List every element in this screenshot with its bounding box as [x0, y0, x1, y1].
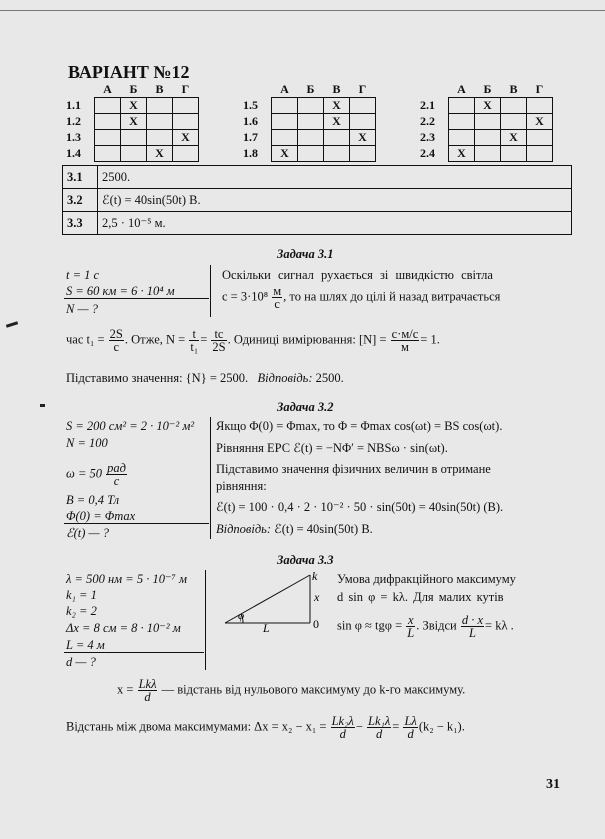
task31-line4: Підставимо значення: {N} = 2500. Відповідь: 2500. — [66, 371, 344, 385]
answer-row-label: 1.3 — [66, 130, 81, 144]
answer-row — [420, 146, 553, 162]
answer-cell — [475, 130, 501, 146]
answer-cell — [95, 130, 121, 146]
answer-row-label: 1.4 — [66, 146, 81, 160]
answer-row — [243, 130, 376, 146]
task32-answer-label: Відповідь: — [216, 522, 272, 536]
answer-cell — [501, 114, 527, 130]
answer-row-label: 2.1 — [420, 98, 435, 112]
answer-column-header: Б — [306, 82, 315, 96]
task32-answer: ℰ(t) = 40sin(50t) B. — [274, 522, 373, 536]
answer-grid-corner — [243, 82, 272, 98]
task33-distance-formula: Відстань між двома максимумами: Δx = x₂ − x₁ = $\frac{\text{Lk₂λ}}{d}$ − $\frac{\text{Lk₁λ}}{d}$ = $\frac{L\lambda}{d}$ (k₂ − k₁). — [66, 714, 465, 741]
answer-cell: Х — [449, 146, 475, 162]
task32-line2: Рівняння ЕРС ℰ(t) = −NΦ′ = NBSω · sin(ωt). — [216, 441, 448, 455]
answer-cell — [449, 114, 475, 130]
result-value: 2,5 · 10⁻⁵ м. — [98, 212, 572, 235]
answer-cell: Х — [350, 130, 376, 146]
answer-row-label: 1.6 — [243, 114, 258, 128]
task32-line1: Якщо Φ(0) = Φmax, то Φ = Φmax cos(ωt) = BS cos(ωt). — [216, 419, 503, 433]
answer-cell — [147, 98, 173, 114]
answer-cell — [527, 146, 553, 162]
result-label: 3.3 — [63, 212, 98, 235]
answer-cell: Х — [147, 146, 173, 162]
answer-row-label: 1.8 — [243, 146, 258, 160]
task31-given-rule — [64, 298, 209, 299]
answer-cell — [272, 98, 298, 114]
task31-divider — [210, 265, 211, 317]
answer-cell — [449, 130, 475, 146]
answer-cell: Х — [173, 130, 199, 146]
answer-cell — [350, 98, 376, 114]
answer-row — [420, 130, 553, 146]
answer-cell — [298, 130, 324, 146]
task32-divider — [210, 417, 211, 539]
answer-cell — [298, 146, 324, 162]
answer-row — [243, 146, 376, 162]
task33-given-1: λ = 500 нм = 5 · 10⁻⁷ м — [66, 572, 188, 586]
answer-cell — [527, 98, 553, 114]
answer-grid-3 — [420, 82, 553, 162]
answer-cell — [527, 130, 553, 146]
answer-row-label: 1.2 — [66, 114, 81, 128]
result-value: 2500. — [98, 166, 572, 189]
task31-c-value: c = 3·10⁸ — [222, 289, 269, 304]
answer-cell — [173, 114, 199, 130]
answer-row-label: 2.4 — [420, 146, 435, 160]
task33-line1: Умова дифракційного максимуму — [337, 572, 516, 586]
result-row — [63, 189, 572, 212]
result-label: 3.2 — [63, 189, 98, 212]
diagram-zero-label: 0 — [313, 617, 319, 631]
scan-mark — [6, 321, 18, 328]
answer-row-label: 1.7 — [243, 130, 258, 144]
task32-title: Задача 3.2 — [277, 400, 334, 414]
task32-given-4: B = 0,4 Тл — [66, 493, 120, 507]
answer-row-label: 2.3 — [420, 130, 435, 144]
answer-column-header: Г — [535, 82, 544, 96]
answer-column-header: Г — [181, 82, 190, 96]
answer-cell: Х — [475, 98, 501, 114]
task31-c-unit: $\frac{м}{с}$ — [273, 284, 282, 311]
answer-grid-2 — [243, 82, 376, 162]
answer-cell — [324, 146, 350, 162]
answer-cell — [298, 114, 324, 130]
task31-title: Задача 3.1 — [277, 247, 334, 261]
task32-given-rule — [64, 523, 209, 524]
task33-given-rule — [64, 652, 204, 653]
task32-line4: рівняння: — [216, 479, 267, 493]
task33-given-6: d — ? — [66, 655, 96, 669]
task33-given-5: L = 4 м — [66, 638, 105, 652]
answer-row — [66, 114, 199, 130]
answer-column-header: А — [103, 82, 112, 96]
task32-line3: Підставимо значення фізичних величин в отримане — [216, 462, 491, 476]
result-row — [63, 166, 572, 189]
answer-grid-1 — [66, 82, 199, 162]
task32-given-2: N = 100 — [66, 436, 108, 450]
answer-cell — [147, 130, 173, 146]
answer-row — [66, 130, 199, 146]
answer-row-label: 1.1 — [66, 98, 81, 112]
answer-cell: Х — [324, 114, 350, 130]
top-rule — [0, 10, 605, 11]
answer-row — [66, 98, 199, 114]
answer-column-header: В — [509, 82, 518, 96]
task33-line3: sin φ ≈ tgφ = $\frac{x}{L}$ . Звідси $\frac{d \cdot x}{L}$ = kλ . — [337, 613, 514, 640]
result-row — [63, 212, 572, 235]
result-label: 3.1 — [63, 166, 98, 189]
answer-cell — [449, 98, 475, 114]
answer-column-header: Б — [129, 82, 138, 96]
answer-cell: Х — [501, 130, 527, 146]
answer-column-header: В — [332, 82, 341, 96]
answer-column-header: В — [155, 82, 164, 96]
diagram-phi-label: φ — [238, 610, 245, 622]
task31-line2 — [222, 285, 500, 310]
answer-cell — [121, 130, 147, 146]
answer-cell: Х — [121, 114, 147, 130]
answer-cell — [350, 114, 376, 130]
answer-cell — [272, 130, 298, 146]
answer-cell — [95, 114, 121, 130]
task31-line1: Оскільки сигнал рухається зі швидкістю світла — [222, 268, 493, 282]
answer-cell — [173, 98, 199, 114]
task33-title: Задача 3.3 — [277, 553, 334, 567]
task31-answer-label: Відповідь: — [257, 371, 313, 385]
task33-line2: d sin φ = kλ. Для малих кутів — [337, 590, 504, 604]
task31-answer: 2500. — [315, 371, 344, 385]
answer-cell — [475, 114, 501, 130]
task32-given-3: ω = 50 $\frac{\text{рад}}{с}$ — [66, 461, 126, 488]
answer-row — [243, 114, 376, 130]
task31-given-3: N — ? — [66, 302, 98, 316]
task33-formula: x = $\frac{\text{Lkλ}}{d}$ — відстань від нульового максимуму до k-го максимуму. — [117, 677, 466, 704]
answer-column-header: Г — [358, 82, 367, 96]
task31-given-1: t = 1 с — [66, 268, 100, 282]
diagram-L-label: L — [263, 621, 270, 632]
diagram-x-label: x — [314, 590, 320, 604]
answer-row-label: 2.2 — [420, 114, 435, 128]
answer-row — [243, 98, 376, 114]
task31-line2-text: , то на шлях до цілі й назад витрачається — [283, 289, 501, 304]
variant-title: ВАРІАНТ №12 — [68, 62, 190, 82]
task31-line3: час t₁ = $\frac{2S}{c}$ . Отже, N = $\frac{t}{\text{t₁}}$ = $\frac{tc}{2S}$ . Одиниці вимірювання: [N] = $\frac{с\cdot м/с}{м}$ = 1. — [66, 327, 440, 354]
task32-answer-line — [216, 522, 373, 536]
task31-given-2: S = 60 км = 6 · 10⁴ м — [66, 284, 175, 298]
diagram-k-label: k — [312, 569, 318, 583]
answer-column-header: А — [280, 82, 289, 96]
answer-cell — [501, 146, 527, 162]
answer-row-label: 1.5 — [243, 98, 258, 112]
results-table — [62, 165, 572, 235]
task33-given-2: k₁ = 1 — [66, 588, 97, 602]
answer-cell — [95, 146, 121, 162]
task33-given-4: Δx = 8 см = 8 · 10⁻² м — [66, 621, 181, 635]
answer-cell: Х — [324, 98, 350, 114]
diffraction-diagram — [205, 566, 330, 632]
answer-grid-header — [420, 82, 553, 98]
task32-given-1: S = 200 см² = 2 · 10⁻² м² — [66, 419, 195, 433]
answer-grid-header — [243, 82, 376, 98]
task32-line5: ℰ(t) = 100 · 0,4 · 2 · 10⁻² · 50 · sin(50t) = 40sin(50t) (B). — [216, 500, 504, 514]
answer-cell: Х — [121, 98, 147, 114]
answer-column-header: Б — [483, 82, 492, 96]
answer-cell — [501, 98, 527, 114]
answer-cell — [350, 146, 376, 162]
answer-grid-corner — [66, 82, 95, 98]
answer-cell — [147, 114, 173, 130]
answer-cell: Х — [272, 146, 298, 162]
task33-given-3: k₂ = 2 — [66, 604, 97, 618]
answer-cell — [173, 146, 199, 162]
answer-column-header: А — [457, 82, 466, 96]
task32-given-6: ℰ(t) — ? — [66, 526, 109, 540]
result-value: ℰ(t) = 40sin(50t) B. — [98, 189, 572, 212]
answer-cell — [324, 130, 350, 146]
answer-cell — [272, 114, 298, 130]
answer-grid-corner — [420, 82, 449, 98]
answer-grid-header — [66, 82, 199, 98]
task32-given-5: Φ(0) = Φmax — [66, 509, 136, 523]
answer-cell: Х — [527, 114, 553, 130]
answer-row — [420, 114, 553, 130]
answer-row — [420, 98, 553, 114]
scan-mark — [40, 404, 45, 407]
answer-cell — [298, 98, 324, 114]
answer-row — [66, 146, 199, 162]
answer-cell — [121, 146, 147, 162]
answer-cell — [95, 98, 121, 114]
answer-cell — [475, 146, 501, 162]
page-number: 31 — [546, 777, 560, 792]
